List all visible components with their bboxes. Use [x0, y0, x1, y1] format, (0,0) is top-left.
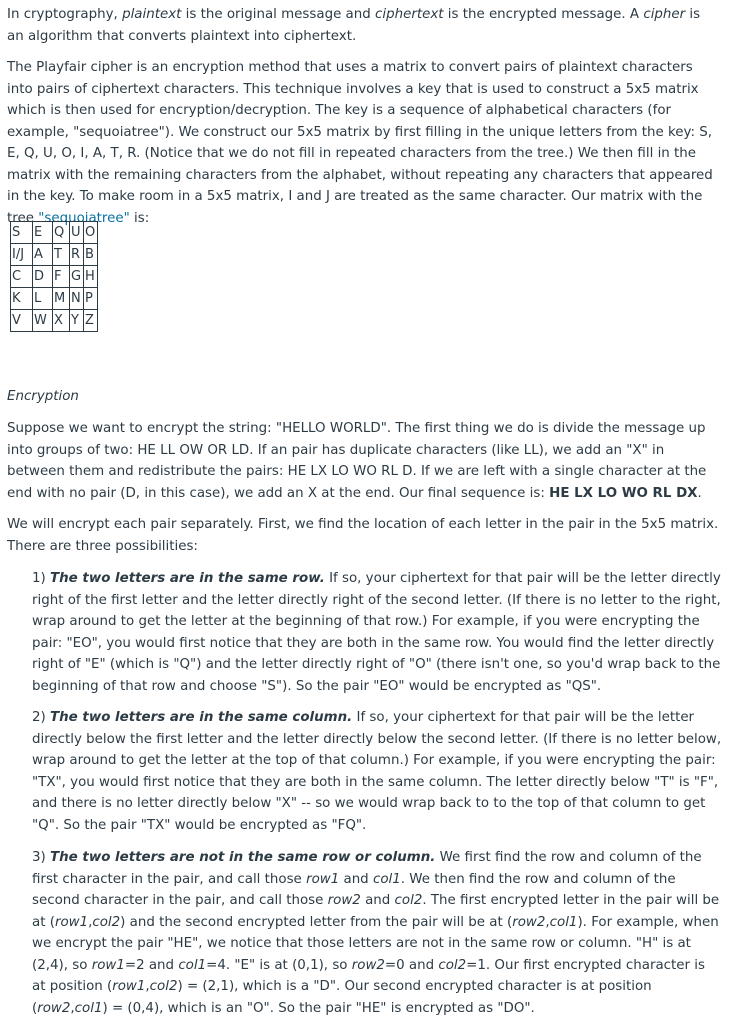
playfair-paragraph: The Playfair cipher is an encryption method that uses a matrix to convert pairs of plaintext characters into pairs of ciphertext characters. This technique involves a key that is used to construct a 5x5 matrix which is then used for encryption/decryption. The key is a sequence of alphabetical characters (for example, "sequoiatree"). We construct our 5x5 matrix by first filling in the unique letters from the key: S, E, Q, U, O, I, A, T, R. (Notice that we do not fill in repeated characters from the tree.) We then fill in the matrix with the remaining characters from the alphabet, without repeating any characters that appeared in the key. To make room in a 5x5 matrix, I and J are treated as the same character. Our matrix with the tree "sequoiatree" is: [7, 60, 713, 226]
matrix-cell: Z [84, 310, 98, 332]
matrix-cell: P [84, 288, 98, 310]
matrix-cell: O [84, 222, 98, 244]
case-same-row: 1) The two letters are in the same row. If so, your ciphertext for that pair will be the letter directly right of the first letter and the letter directly right of the second letter. (If there is no letter to the right, wrap around to get the letter at the beginning of that row.) For example, if you were encrypting the pair: "EO", you would first notice that they are both in the same row. You would find the letter directly right of "E" (which is "Q") and the letter directly right of "O" (there isn't one, so you'd wrap back to the beginning of that row and choose "S"). So the pair "EO" would be encrypted as "QS". [32, 571, 721, 694]
matrix-cell: G [70, 266, 84, 288]
matrix-cell: B [84, 244, 98, 266]
matrix-cell: C [11, 266, 33, 288]
matrix-row [11, 266, 98, 288]
matrix-cell: F [53, 266, 70, 288]
key-link[interactable]: "sequoiatree" [38, 210, 130, 226]
case-different: 3) The two letters are not in the same row or column. We first find the row and column of the first character in the pair, and call those row1 and col1. We then find the row and column of the second character in the pair, and call those row2 and col2. The first encrypted letter in the pair will be at (row1,col2) and the second encrypted letter from the pair will be at (row2,col1). For example, when we encrypt the pair "HE", we notice that those letters are not in the same row or column. "H" is at (2,4), so row1=2 and col1=4. "E" is at (0,1), so row2=0 and col2=1. Our first encrypted character is at position (row1,col2) = (2,1), which is a "D". Our second encrypted character is at position (row2,col1) = (0,4), which is an "O". So the pair "HE" is encrypted as "DO". [32, 850, 720, 1016]
matrix-cell: X [53, 310, 70, 332]
matrix-cell: V [11, 310, 33, 332]
case-same-column: 2) The two letters are in the same column. If so, your ciphertext for that pair will be the letter directly below the first letter and the letter directly below the second letter. (If there is no letter below, wrap around to get the letter at the top of that column.) For example, if you were encrypting the pair: "TX", you would first notice that they are both in the same column. The letter directly below "T" is "F", and there is no letter directly below "X" -- so we would wrap back to to the top of that column to get "Q". So the pair "TX" would be encrypted as "FQ". [32, 710, 722, 833]
matrix-cell: R [70, 244, 84, 266]
matrix-row [11, 310, 98, 332]
matrix-cell: N [70, 288, 84, 310]
matrix-cell: I/J [11, 244, 33, 266]
matrix-cell: E [33, 222, 53, 244]
term-plaintext: plaintext [122, 7, 182, 22]
matrix-cell: M [53, 288, 70, 310]
matrix-cell: K [11, 288, 33, 310]
term-ciphertext: ciphertext [375, 7, 444, 22]
matrix-cell: Y [70, 310, 84, 332]
final-sequence: HE LX LO WO RL DX [549, 485, 698, 501]
intro-paragraph: In cryptography, plaintext is the original message and ciphertext is the encrypted message. A cipher is an algorithm that converts plaintext into ciphertext. [7, 7, 701, 44]
matrix-cell: U [70, 222, 84, 244]
matrix-row [11, 244, 98, 266]
matrix-cell: A [33, 244, 53, 266]
playfair-matrix [10, 221, 98, 332]
matrix-cell: Q [53, 222, 70, 244]
encryption-heading: Encryption [7, 389, 79, 404]
matrix-cell: W [33, 310, 53, 332]
matrix-cell: D [33, 266, 53, 288]
case-heading: The two letters are in the same row. [50, 571, 325, 586]
term-cipher: cipher [643, 7, 686, 22]
matrix-row [11, 222, 98, 244]
pairs-paragraph: We will encrypt each pair separately. First, we find the location of each letter in the pair in the 5x5 matrix. There are three possibilities: [7, 517, 719, 554]
encryption-paragraph: Suppose we want to encrypt the string: "HELLO WORLD". The first thing we do is divide the message up into groups of two: HE LL OW OR LD. If an pair has duplicate characters (like LL), we add an "X" in between them and redistribute the pairs: HE LX LO WO RL D. If we are left with a single character at the end with no pair (D, in this case), we add an X at the end. Our final sequence is: HE LX LO WO RL DX. [7, 421, 707, 501]
matrix-cell: H [84, 266, 98, 288]
case-heading: The two letters are not in the same row or column. [50, 850, 436, 865]
case-heading: The two letters are in the same column. [50, 710, 353, 725]
matrix-cell: T [53, 244, 70, 266]
matrix-row [11, 288, 98, 310]
matrix-cell: L [33, 288, 53, 310]
matrix-cell: S [11, 222, 33, 244]
